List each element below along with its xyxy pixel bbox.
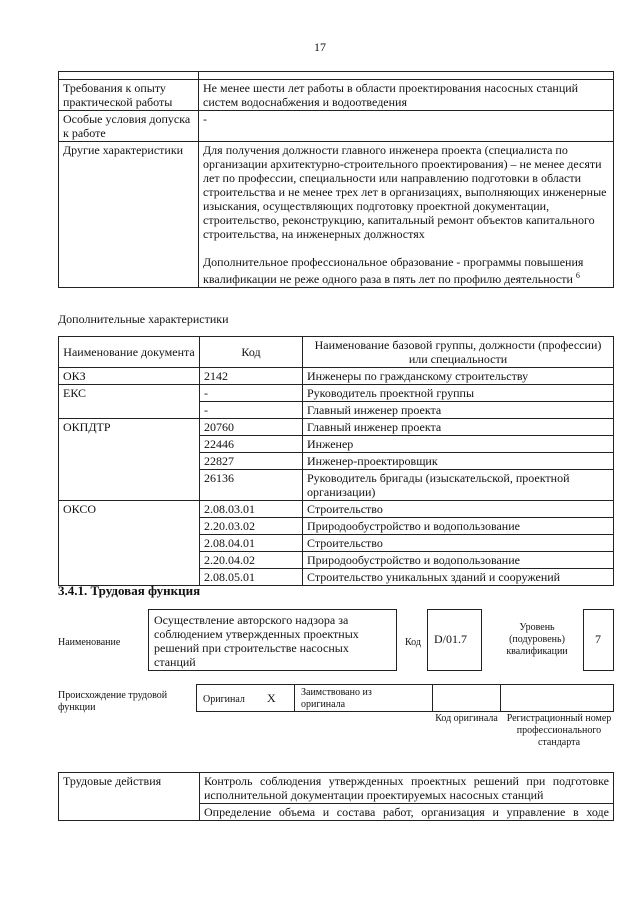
additional-characteristics-table: [58, 336, 614, 586]
table-row: - Главный инженер проекта: [59, 402, 614, 419]
code-label: Код: [405, 637, 421, 648]
other-characteristics-text: Для получения должности главного инженера проекта (специалиста по организации архитектурно-строительного проектирования) – не менее десяти лет по профессии, специальности или направлению подготовки в области строительства и не менее трех лет в организациях, выполняющих инженерные изыскания, осуществляющих подготовку проектной документации, строительство, реконструкцию, капитальный ремонт объектов капитального строительства, на инженерных должностях: [203, 143, 607, 241]
level-box: [583, 609, 614, 671]
table-row: ЕКС - Руководитель проектной группы: [59, 385, 614, 402]
original-box: [196, 684, 295, 712]
row-label: Особые условия допуска к работе: [59, 111, 199, 142]
name-box: [148, 609, 397, 671]
table-row: 22446 Инженер: [59, 436, 614, 453]
action-item: Определение объема и состава работ, организация и управление в ходе: [200, 804, 614, 821]
original-mark: X: [267, 691, 276, 705]
additional-characteristics-title: Дополнительные характеристики: [58, 312, 229, 326]
table-row: ОКПДТР 20760 Главный инженер проекта: [59, 419, 614, 436]
origin-label: Происхождение трудовой функции: [58, 690, 168, 713]
reg-number-label: Регистрационный номер профессионального стандарта: [506, 713, 612, 748]
header-name: Наименование базовой группы, должности (профессии) или специальности: [303, 337, 614, 368]
original-label: Оригинал: [203, 694, 245, 705]
page-number: 17: [314, 40, 326, 54]
table-row: [59, 111, 614, 142]
row-value: Не менее шести лет работы в области проектирования насосных станций систем водоснабжения и водоотведения: [199, 80, 614, 111]
function-name: Осуществление авторского надзора за соблюдением утвержденных проектных решений при строительстве насосных станций: [154, 613, 359, 669]
name-label: Наименование: [58, 637, 121, 648]
table-row: 22827 Инженер-проектировщик: [59, 453, 614, 470]
table-row: [59, 142, 614, 288]
header-document: Наименование документа: [59, 337, 200, 368]
labor-function-heading: 3.4.1. Трудовая функция: [58, 583, 201, 598]
table-row: 2.20.04.02 Природообустройство и водопользование: [59, 552, 614, 569]
table-row: 2.08.04.01 Строительство: [59, 535, 614, 552]
table-row: ОКСО 2.08.03.01 Строительство: [59, 501, 614, 518]
level-label: Уровень (подуровень) квалификации: [506, 622, 568, 657]
code-box: [427, 609, 482, 671]
row-value: -: [199, 111, 614, 142]
header-code: Код: [200, 337, 303, 368]
table-row: 2.20.03.02 Природообустройство и водопользование: [59, 518, 614, 535]
table-row: ОКЗ 2142 Инженеры по гражданскому строительству: [59, 368, 614, 385]
function-code: D/01.7: [434, 632, 467, 646]
table-row: 26136 Руководитель бригады (изыскательской, проектной организации): [59, 470, 614, 501]
table-row: 2.08.05.01 Строительство уникальных зданий и сооружений: [59, 569, 614, 586]
row-label: Требования к опыту практической работы: [59, 80, 199, 111]
table-row: [59, 773, 614, 804]
actions-label: Трудовые действия: [59, 773, 200, 821]
qualification-requirements-table: [58, 71, 614, 288]
table-header-row: [59, 337, 614, 368]
row-label: Другие характеристики: [59, 142, 199, 288]
borrowed-box: [294, 684, 433, 712]
level-value: 7: [595, 632, 601, 646]
labor-actions-table: [58, 772, 614, 821]
additional-education-text: Дополнительное профессиональное образование - программы повышения квалификации не реже одного раза в пять лет по профилю деятельности $^6$: [203, 255, 584, 286]
orig-code-label: Код оригинала: [435, 713, 498, 724]
table-row: [59, 80, 614, 111]
orig-code-box: [432, 684, 501, 712]
footnote-mark: 6: [575, 271, 580, 280]
borrowed-label: Заимствовано из оригинала: [301, 687, 372, 710]
action-item: Контроль соблюдения утвержденных проектных решений при подготовке исполнительной документации проектируемых насосных станций: [200, 773, 614, 804]
reg-number-box: [500, 684, 614, 712]
row-value: [199, 142, 614, 288]
